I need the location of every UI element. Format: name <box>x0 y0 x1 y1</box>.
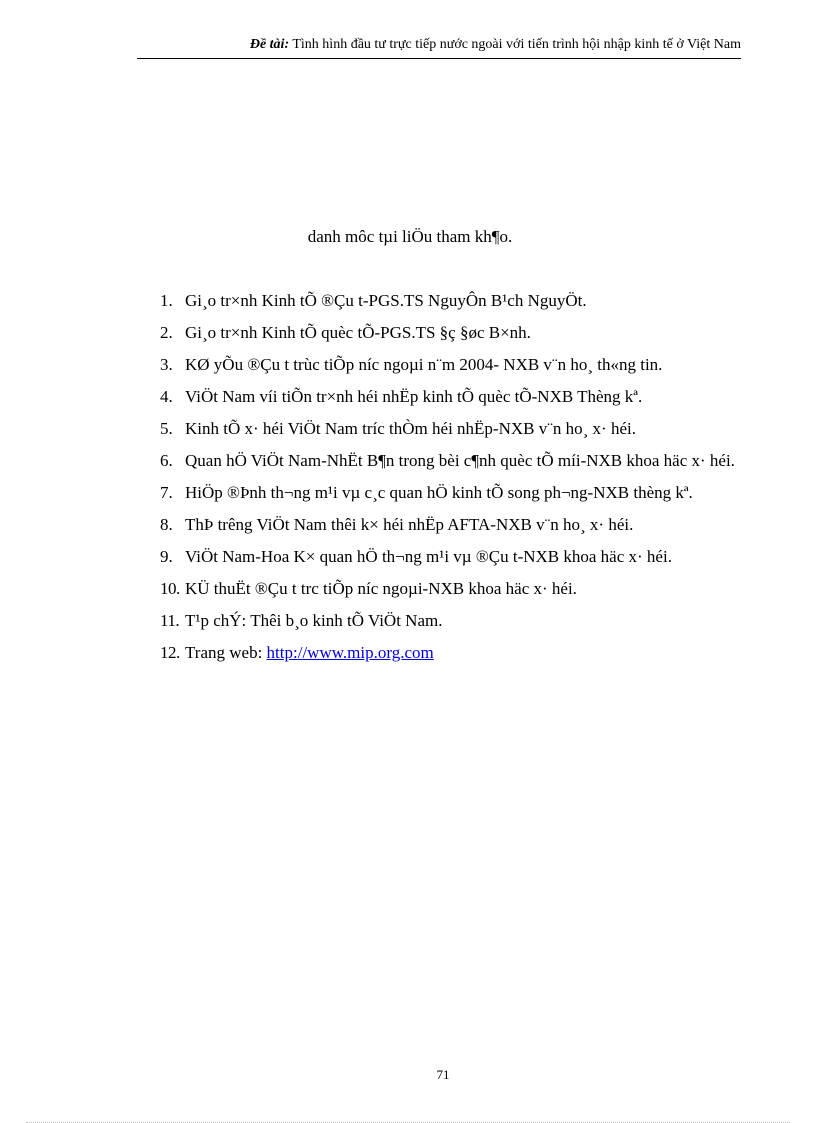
reference-text: ThÞ trêng ViÖt Nam thêi k× héi nhËp AFTA-NXB v¨n ho¸ x· héi. <box>185 515 634 534</box>
reference-number: 3. <box>160 355 173 374</box>
reference-item <box>160 477 740 509</box>
reference-item <box>160 509 740 541</box>
reference-text: KÜ thuËt ®Çu t trc tiÕp níc ngoµi-NXB khoa häc x· héi. <box>185 579 577 598</box>
website-link[interactable]: http://www.mip.org.com <box>266 643 434 662</box>
reference-text: Quan hÖ ViÖt Nam-NhËt B¶n trong bèi c¶nh quèc tÕ míi-NXB khoa häc x· héi. <box>185 451 735 470</box>
reference-number: 8. <box>160 515 173 534</box>
header-text: Tình hình đầu tư trực tiếp nước ngoài với tiến trình hội nhập kinh tế ở Việt Nam <box>289 37 741 52</box>
reference-number: 9. <box>160 547 173 566</box>
reference-item <box>160 637 740 669</box>
reference-text: Kinh tÕ x· héi ViÖt Nam tríc thÒm héi nhËp-NXB v¨n ho¸ x· héi. <box>185 419 636 438</box>
reference-number: 2. <box>160 323 173 342</box>
page-header <box>137 36 741 54</box>
reference-text <box>185 643 434 662</box>
reference-item <box>160 285 740 317</box>
reference-item <box>160 445 740 477</box>
reference-number: 10. <box>160 579 180 598</box>
reference-number: 1. <box>160 291 173 310</box>
reference-text: Gi¸o tr×nh Kinh tÕ quèc tÕ-PGS.TS §ç §øc B×nh. <box>185 323 531 342</box>
reference-number: 5. <box>160 419 173 438</box>
reference-item <box>160 605 740 637</box>
reference-text: HiÖp ®Þnh th¬ng m¹i vµ c¸c quan hÖ kinh tÕ song ph¬ng-NXB thèng kª. <box>185 483 693 502</box>
reference-number: 11. <box>160 611 180 630</box>
reference-text: Gi¸o tr×nh Kinh tÕ ®Çu t-PGS.TS NguyÔn B¹ch NguyÖt. <box>185 291 587 310</box>
reference-number: 7. <box>160 483 173 502</box>
reference-item <box>160 413 740 445</box>
reference-label: Trang web: <box>185 643 267 662</box>
header-label: Đề tài: <box>249 37 290 52</box>
reference-number: 4. <box>160 387 173 406</box>
reference-number: 6. <box>160 451 173 470</box>
reference-number: 12. <box>160 643 180 662</box>
reference-item <box>160 317 740 349</box>
reference-text: ViÖt Nam víi tiÕn tr×nh héi nhËp kinh tÕ quèc tÕ-NXB Thèng kª. <box>185 387 643 406</box>
reference-item <box>160 541 740 573</box>
reference-item <box>160 573 740 605</box>
reference-text: T¹p chÝ: Thêi b¸o kinh tÕ ViÖt Nam. <box>185 611 443 630</box>
references-title: danh môc tµi liÖu tham kh¶o. <box>307 227 513 246</box>
page-number: 71 <box>436 1067 450 1082</box>
header-rule <box>137 58 741 59</box>
reference-item <box>160 349 740 381</box>
reference-list <box>160 285 740 669</box>
reference-text: ViÖt Nam-Hoa K× quan hÖ th¬ng m¹i vµ ®Çu t-NXB khoa häc x· héi. <box>185 547 672 566</box>
reference-item <box>160 381 740 413</box>
reference-text: KØ yÕu ®Çu t trùc tiÕp níc ngoµi n¨m 2004- NXB v¨n ho¸ th«ng tin. <box>185 355 663 374</box>
